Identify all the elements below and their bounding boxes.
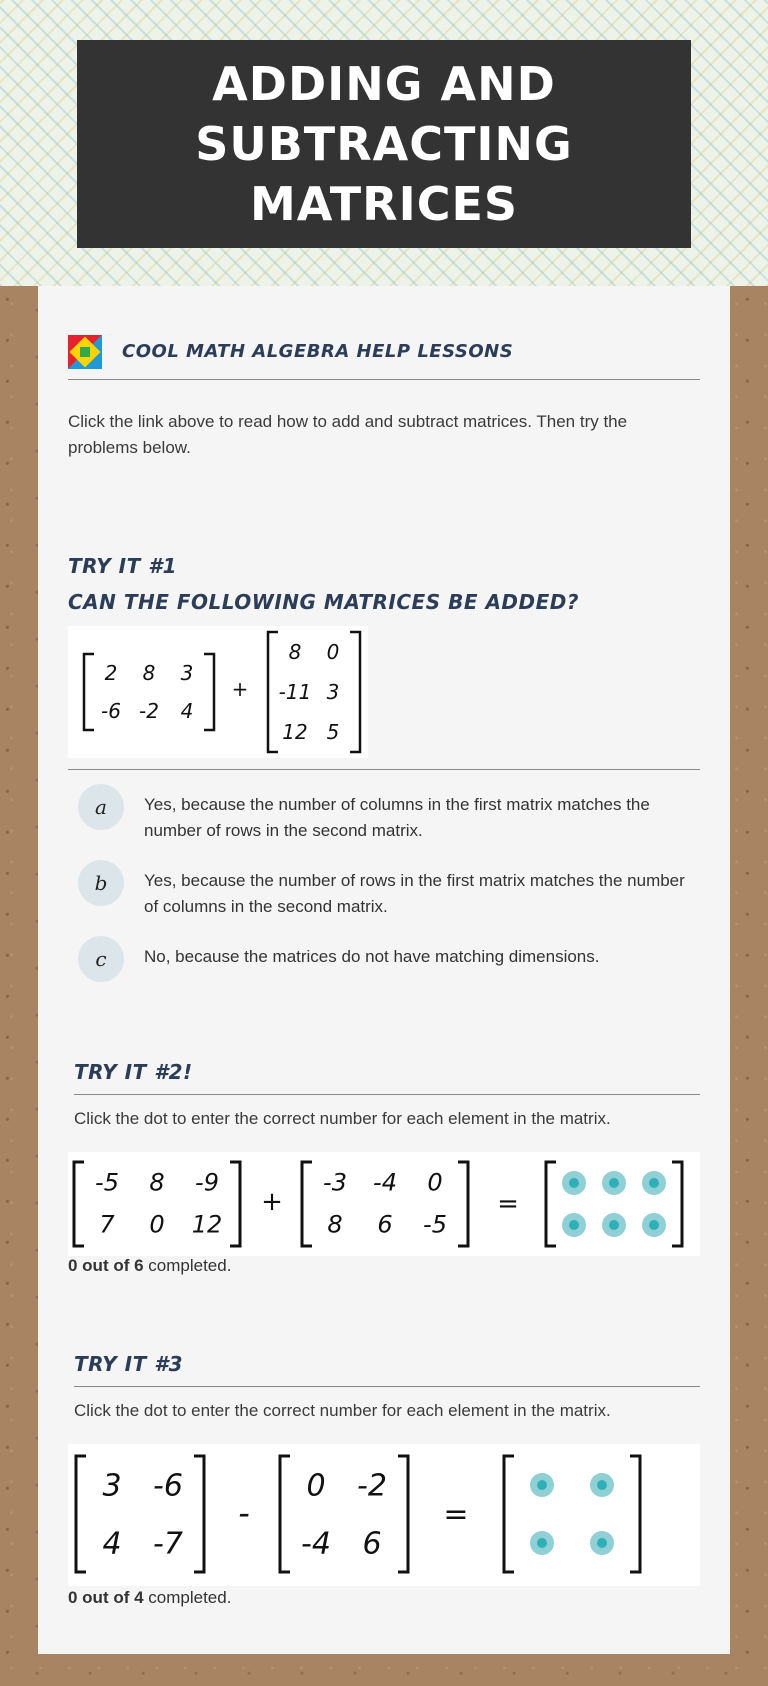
try1-matrix-a-cell-1-0: -6 (101, 698, 121, 723)
try3-matrix-a-cell-0-1: -6 (153, 1468, 183, 1504)
try2-answer-dot-0-2[interactable] (642, 1171, 666, 1195)
try1-matrix-a-cell-1-1: -2 (139, 698, 159, 723)
try2-progress (68, 1256, 231, 1276)
try1-matrix-a-left-bracket (84, 654, 94, 730)
try3-matrix-a-right-bracket (194, 1456, 204, 1572)
try2-matrix-image (68, 1152, 700, 1256)
try3-answer-left-bracket (504, 1456, 514, 1572)
try3-matrix-image (68, 1444, 700, 1586)
try1-matrix-a-cell-0-1: 8 (142, 660, 156, 685)
try3-matrix-a-cell-1-0: 4 (102, 1526, 122, 1562)
option-a-letter[interactable]: a (78, 784, 124, 830)
try2-answer-dot-1-2[interactable] (642, 1213, 666, 1237)
try2-answer-dot-1-1[interactable] (602, 1213, 626, 1237)
try3-matrix-a-cell-0-0: 3 (102, 1468, 122, 1504)
try2-matrix-b-cell-1-2: -5 (423, 1210, 447, 1239)
try3-progress-count: 0 out of 4 (68, 1588, 144, 1607)
page-title: ADDING AND SUBTRACTING MATRICES (195, 57, 573, 231)
try2-matrix-a-cell-1-1: 0 (149, 1210, 165, 1239)
try1-plus-sign: + (231, 677, 249, 701)
try3-answer-dot-1-1[interactable] (590, 1531, 614, 1555)
try3-matrix-svg (68, 1444, 700, 1586)
try3-answer-dot-0-1[interactable] (590, 1473, 614, 1497)
option-c-letter[interactable]: c (78, 936, 124, 982)
try2-matrix-a-cell-1-2: 12 (191, 1210, 223, 1239)
try1-matrix-b-cell-2-0: 12 (282, 720, 308, 745)
try1-heading: TRY IT #1 (68, 554, 178, 578)
try1-matrix-svg (68, 626, 368, 758)
try1-matrix-b-cell-0-0: 8 (288, 640, 302, 665)
content-card (38, 286, 730, 1654)
try2-matrix-b-cell-0-2: 0 (427, 1168, 443, 1197)
try1-divider (68, 769, 700, 770)
try1-question: CAN THE FOLLOWING MATRICES BE ADDED? (68, 590, 579, 614)
try3-matrix-b-cell-0-0: 0 (306, 1468, 326, 1504)
try2-answer-right-bracket (672, 1162, 682, 1246)
try2-matrix-a-cell-0-0: -5 (95, 1168, 119, 1197)
try3-answer-dot-1-0[interactable] (530, 1531, 554, 1555)
try3-progress (68, 1588, 231, 1608)
try2-progress-suffix: completed. (143, 1256, 232, 1275)
try2-matrix-a-right-bracket (230, 1162, 240, 1246)
try2-answer-dot-0-0[interactable] (562, 1171, 586, 1195)
try3-matrix-a-left-bracket (76, 1456, 86, 1572)
try2-matrix-b-cell-1-0: 8 (327, 1210, 343, 1239)
try2-answer-dot-1-0[interactable] (562, 1213, 586, 1237)
try3-answer-right-bracket (630, 1456, 640, 1572)
option-c[interactable] (78, 936, 688, 982)
try1-matrix-b-cell-1-0: -11 (278, 680, 312, 705)
try2-answer-left-bracket (546, 1162, 556, 1246)
try3-matrix-b-right-bracket (398, 1456, 408, 1572)
try3-heading: TRY IT #3 (74, 1352, 184, 1376)
try3-matrix-b-cell-1-0: -4 (301, 1526, 331, 1562)
try2-matrix-a-left-bracket (74, 1162, 84, 1246)
try3-minus-sign: - (238, 1494, 250, 1532)
option-b-letter[interactable]: b (78, 860, 124, 906)
option-b[interactable] (78, 860, 688, 920)
try3-matrix-b-left-bracket (280, 1456, 290, 1572)
title-banner (77, 40, 691, 248)
coolmath-logo-icon (68, 335, 102, 369)
lesson-link-label[interactable]: COOL MATH ALGEBRA HELP LESSONS (122, 341, 514, 362)
try1-matrix-b-left-bracket (268, 632, 278, 752)
try1-matrix-a-cell-1-2: 4 (180, 698, 194, 723)
try1-matrix-image (68, 626, 368, 758)
option-c-text[interactable]: No, because the matrices do not have matching dimensions. (144, 947, 600, 966)
try2-matrix-a-cell-1-0: 7 (99, 1210, 115, 1239)
try2-matrix-b-right-bracket (458, 1162, 468, 1246)
try2-matrix-b-cell-0-1: -4 (373, 1168, 397, 1197)
try2-divider (74, 1094, 700, 1095)
try3-matrix-b-cell-0-1: -2 (357, 1468, 387, 1504)
try1-matrix-a-cell-0-0: 2 (104, 660, 118, 685)
try1-matrix-b-cell-1-1: 3 (326, 680, 340, 705)
intro-text: Click the link above to read how to add and subtract matrices. Then try the problems below. (68, 412, 628, 457)
lesson-link[interactable] (68, 334, 700, 380)
try1-matrix-a-right-bracket (204, 654, 214, 730)
try2-plus-sign: + (261, 1187, 283, 1217)
try2-equals-sign: = (497, 1189, 519, 1219)
try2-matrix-a-cell-0-2: -9 (195, 1168, 219, 1197)
try3-instruction: Click the dot to enter the correct number for each element in the matrix. (74, 1401, 611, 1420)
option-b-text[interactable]: Yes, because the number of rows in the first matrix matches the number of columns in the second matrix. (144, 871, 685, 916)
try2-progress-count: 0 out of 6 (68, 1256, 144, 1275)
try3-answer-dot-0-0[interactable] (530, 1473, 554, 1497)
try2-matrix-b-cell-1-1: 6 (377, 1210, 393, 1239)
try2-matrix-b-cell-0-0: -3 (323, 1168, 347, 1197)
try2-matrix-svg (68, 1152, 700, 1256)
try3-matrix-b-cell-1-1: 6 (362, 1526, 382, 1562)
try2-answer-dot-0-1[interactable] (602, 1171, 626, 1195)
try1-matrix-b-right-bracket (350, 632, 360, 752)
option-a[interactable] (78, 784, 688, 844)
try1-matrix-a-cell-0-2: 3 (180, 660, 194, 685)
try3-divider (74, 1386, 700, 1387)
try3-equals-sign: = (443, 1497, 469, 1532)
try1-matrix-b-cell-2-1: 5 (326, 720, 340, 745)
try1-matrix-b-cell-0-1: 0 (326, 640, 340, 665)
try3-progress-suffix: completed. (143, 1588, 232, 1607)
try2-matrix-a-cell-0-1: 8 (149, 1168, 165, 1197)
try3-matrix-a-cell-1-1: -7 (153, 1526, 183, 1562)
try2-instruction: Click the dot to enter the correct number for each element in the matrix. (74, 1109, 611, 1128)
try2-matrix-b-left-bracket (302, 1162, 312, 1246)
option-a-text[interactable]: Yes, because the number of columns in the first matrix matches the number of rows in the second matrix. (144, 795, 650, 840)
try2-heading: TRY IT #2! (74, 1060, 193, 1084)
